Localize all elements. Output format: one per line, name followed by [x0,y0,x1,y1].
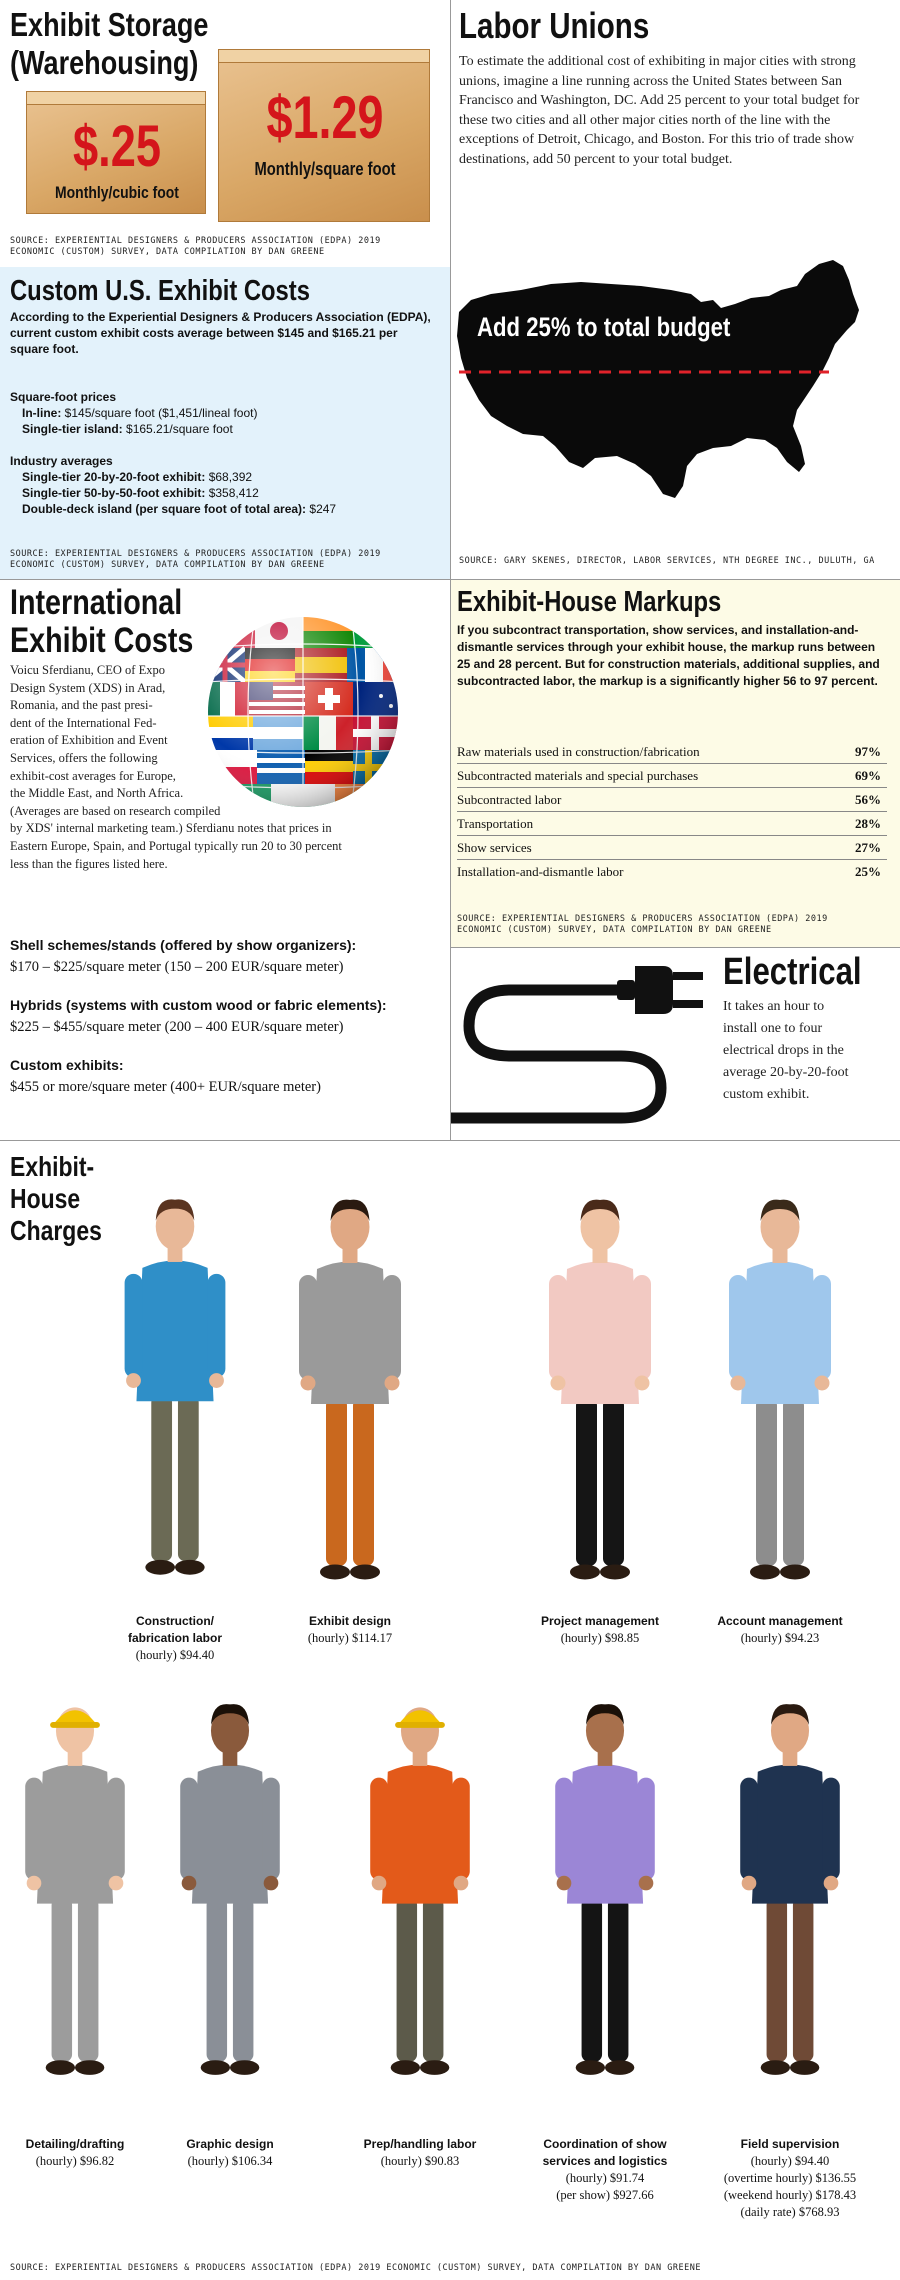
charge-rate: (weekend hourly) $178.43 [723,2188,857,2202]
person-figure [705,1166,855,1596]
table-row: Raw materials used in construction/fabrication 97% [457,740,887,764]
charge-role-name: Construction/ [136,1614,214,1628]
person-figure [345,1681,495,2091]
charges-source: SOURCE: EXPERIENTIAL DESIGNERS & PRODUCERS ASSOCIATION (EDPA) 2019 ECONOMIC (CUSTOM) SURVEY, DATA COMPILATION BY DAN GREENE [10,2263,701,2273]
charge-role-name: Project management [540,1614,660,1628]
charge-caption [260,1613,440,1647]
charge-role-name: fabrication labor [127,1631,222,1645]
person-figure [100,1176,250,1591]
custom-costs-source: SOURCE: EXPERIENTIAL DESIGNERS & PRODUCERS ASSOCIATION (EDPA) 2019 ECONOMIC (CUSTOM) SURVEY, DATA COMPILATION BY DAN GREENE [10,549,381,570]
storage-price-cubic: $.25 [72,114,162,179]
cardboard-box-icon [26,104,206,214]
industry-heading: Industry averages [10,454,113,468]
markups-source: SOURCE: EXPERIENTIAL DESIGNERS & PRODUCERS ASSOCIATION (EDPA) 2019 ECONOMIC (CUSTOM) SURVEY, DATA COMPILATION BY DAN GREENE [457,914,828,935]
exhibit-house-charges-section [0,1141,900,2280]
labor-unions-source: SOURCE: GARY SKENES, DIRECTOR, LABOR SERVICES, NTH DEGREE INC., DULUTH, GA [459,556,875,566]
sqft-item: In-line: $145/square foot ($1,451/lineal foot) [22,406,258,420]
markups-title: Exhibit-House Markups [457,586,722,618]
charge-role-name: Exhibit design [308,1614,391,1628]
charge-caption [330,2136,510,2170]
custom-costs-section [0,267,450,579]
person-figure [155,1681,305,2091]
charge-rate: (hourly) $114.17 [307,1631,393,1645]
person-figure [715,1681,865,2091]
international-costs-section [0,580,450,1140]
charge-rate: (hourly) $96.82 [35,2154,115,2168]
custom-costs-intro: According to the Experiential Designers & Producers Association (EDPA), current custom exhibit costs average between $145 and $165.21 per square foot. [10,310,431,356]
markups-intro: If you subcontract transportation, show services, and installation-and-dismantle services through your exhibit house, the markup runs between 25 and 28 percent. But for construction materials, additional supplies, and subcontracted labor, the markup is a significantly higher 56 to 97 percent. [457,623,880,688]
charge-caption [140,2136,320,2170]
table-row: Subcontracted materials and special purchases 69% [457,764,887,788]
charge-caption [690,1613,870,1647]
charge-role-name: Prep/handling labor [363,2137,477,2151]
storage-title: Exhibit Storage (Warehousing) [10,6,209,81]
exhibit-house-markups-section [451,580,900,947]
custom-costs-title: Custom U.S. Exhibit Costs [10,275,310,307]
cardboard-box-icon [218,62,430,222]
person-figure [525,1166,675,1596]
charge-rate: (hourly) $106.34 [187,2154,273,2168]
charge-role-name: services and logistics [542,2154,668,2168]
person-figure [530,1681,680,2091]
labor-unions-body: To estimate the additional cost of exhibiting in major cities with strong unions, imagine a line running across the United States between San Francisco and Washington, DC. Add 25 percent to your total budget for these two cities and all other major cities north of the line with the exceptions of Detroit, Chicago, and Boston. For this trio of trade show destinations, add 50 percent to your total budget. [459,54,860,167]
charges-title: Exhibit- House Charges [10,1151,102,1246]
storage-label-square: Monthly/square foot [254,159,396,179]
charge-role-name: Graphic design [186,2137,274,2151]
industry-item: Single-tier 50-by-50-foot exhibit: $358,412 [22,486,259,500]
intl-price-list [10,934,445,1098]
charge-rate: (hourly) $94.23 [740,1631,820,1645]
labor-unions-section [451,0,900,579]
storage-price-square: $1.29 [266,84,384,151]
map-label: Add 25% to total budget [477,312,731,342]
labor-unions-title: Labor Unions [459,5,650,46]
power-plug-icon [451,956,711,1132]
us-map-icon [451,250,900,520]
intl-price-item: Hybrids (systems with custom wood or fabric elements): $225 – $455/square meter (200 – 400 EUR/square meter) [10,997,387,1035]
storage-source: SOURCE: EXPERIENTIAL DESIGNERS & PRODUCERS ASSOCIATION (EDPA) 2019 ECONOMIC (CUSTOM) SURVEY, DATA COMPILATION BY DAN GREENE [10,236,381,257]
industry-item: Double-deck island (per square foot of total area): $247 [22,502,337,516]
person-figure [0,1681,150,2091]
charge-role-name: Coordination of show [543,2137,667,2151]
charge-caption [510,1613,690,1647]
charge-rate: (hourly) $90.83 [380,2154,460,2168]
markups-table [451,740,900,890]
charge-rate: (hourly) $94.40 [750,2154,830,2168]
charge-role-name: Field supervision [740,2137,840,2151]
charge-rate: (hourly) $98.85 [560,1631,640,1645]
electrical-section [451,948,900,1140]
intl-price-item: Custom exhibits: $455 or more/square meter (400+ EUR/square meter) [10,1057,321,1095]
sqft-list [22,405,257,437]
charge-rate: (per show) $927.66 [556,2188,654,2202]
intl-price-item: Shell schemes/stands (offered by show organizers): $170 – $225/square meter (150 – 200 EUR/square meter) [10,937,357,975]
person-figure [275,1166,425,1596]
industry-list [22,469,336,517]
intl-body: Voicu Sferdianu, CEO of Expo Design System (XDS) in Arad, Romania, and the past presi- dent of the International Fed- eration of Exhibition and Event Services, offers the following exhibit-cost averages for Europe, the Middle East, and North Africa. (Averages are based on research compiled by XDS' internal marketing team.) Sferdianu notes that prices in Eastern Europe, Spain, and Portugal typically run 20 to 30 percent less than the figures listed here. [10,663,342,871]
storage-label-cubic: Monthly/cubic foot [55,183,179,202]
intl-title: International Exhibit Costs [10,583,194,660]
table-row: Installation-and-dismantle labor 25% [457,864,881,879]
charge-caption [515,2136,695,2204]
table-row: Subcontracted labor 56% [457,788,887,812]
electrical-title: Electrical [723,951,862,993]
exhibit-storage-section [0,0,450,267]
sqft-item: Single-tier island: $165.21/square foot [22,422,233,436]
charge-caption [700,2136,880,2221]
electrical-body: It takes an hour to install one to four electrical drops in the average 20-by-20-foot custom exhibit. [723,999,849,1102]
charge-role-name: Account management [717,1614,843,1628]
charge-caption [85,1613,265,1664]
people-grid [0,1141,900,2280]
charge-rate: (hourly) $91.74 [565,2171,645,2185]
table-row: Transportation 28% [457,812,887,836]
table-row: Show services 27% [457,836,887,860]
charge-role-name: Detailing/drafting [25,2137,125,2151]
sqft-heading: Square-foot prices [10,390,117,404]
charge-rate: (daily rate) $768.93 [740,2205,840,2219]
charge-rate: (overtime hourly) $136.55 [723,2171,857,2185]
industry-item: Single-tier 20-by-20-foot exhibit: $68,392 [22,470,253,484]
charge-rate: (hourly) $94.40 [135,1648,215,1662]
